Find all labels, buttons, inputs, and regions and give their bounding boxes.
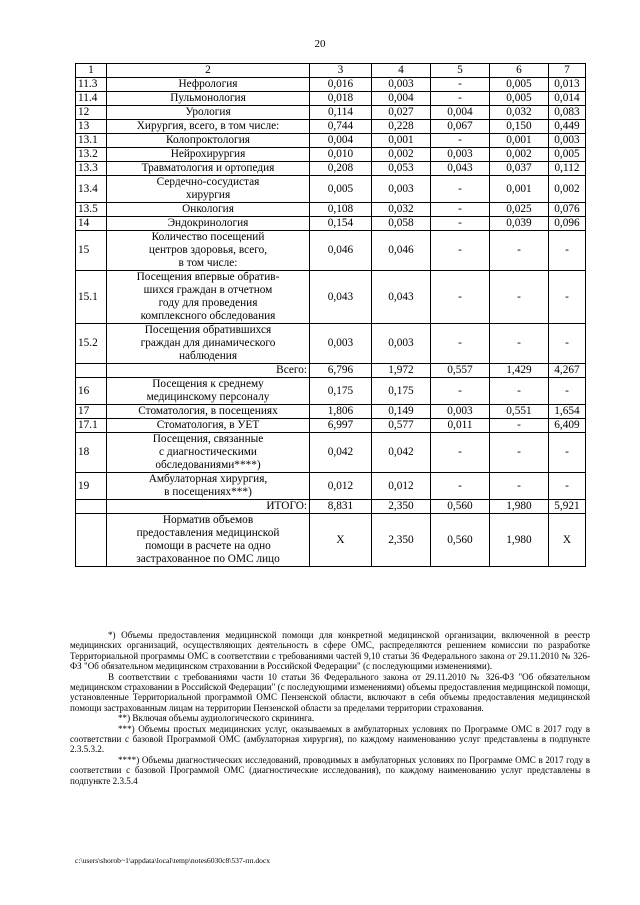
row-name-line: помощи в расчете на одно bbox=[145, 540, 271, 552]
value-cell: 0,012 bbox=[372, 473, 431, 500]
value-cell: 0,016 bbox=[310, 78, 372, 92]
row-name-line: Стоматология, в посещениях bbox=[138, 405, 278, 417]
value-cell: - bbox=[549, 231, 586, 271]
row-name-line: застрахованное по ОМС лицо bbox=[136, 553, 280, 565]
row-name-line: году для проведения bbox=[158, 297, 258, 309]
row-name bbox=[107, 514, 310, 567]
value-cell: - bbox=[431, 378, 490, 405]
value-cell: 0,046 bbox=[310, 231, 372, 271]
value-cell: 0,001 bbox=[490, 134, 549, 148]
table-row bbox=[76, 433, 586, 473]
header-cell: 3 bbox=[310, 64, 372, 78]
value-cell: 6,409 bbox=[549, 419, 586, 433]
row-name-line: Нефрология bbox=[178, 78, 238, 90]
value-cell: 0,208 bbox=[310, 162, 372, 176]
header-cell: 2 bbox=[107, 64, 310, 78]
row-number: 17 bbox=[76, 405, 107, 419]
value-cell: 0,108 bbox=[310, 203, 372, 217]
value-cell: 0,001 bbox=[490, 176, 549, 203]
table-row bbox=[76, 120, 586, 134]
row-name-line: предоставления медицинской bbox=[136, 527, 280, 539]
table-row bbox=[76, 217, 586, 231]
value-cell: - bbox=[431, 433, 490, 473]
value-cell: 0,002 bbox=[372, 148, 431, 162]
value-cell: 0,449 bbox=[549, 120, 586, 134]
row-name-line: Посещения к среднему bbox=[152, 378, 264, 390]
value-cell: - bbox=[549, 324, 586, 364]
value-cell: 1,429 bbox=[490, 364, 549, 378]
row-number: 11.4 bbox=[76, 92, 107, 106]
value-cell: - bbox=[490, 231, 549, 271]
value-cell: 5,921 bbox=[549, 500, 586, 514]
value-cell: - bbox=[431, 271, 490, 324]
header-cell: 4 bbox=[372, 64, 431, 78]
row-name bbox=[107, 324, 310, 364]
value-cell: 0,003 bbox=[372, 78, 431, 92]
row-name-line: ИТОГО: bbox=[266, 500, 307, 512]
header-cell: 5 bbox=[431, 64, 490, 78]
header-cell: 6 bbox=[490, 64, 549, 78]
value-cell: - bbox=[490, 473, 549, 500]
row-number: 14 bbox=[76, 217, 107, 231]
row-number: 18 bbox=[76, 433, 107, 473]
row-name-line: Пульмонология bbox=[170, 92, 246, 104]
row-number: 13.1 bbox=[76, 134, 107, 148]
row-name bbox=[107, 106, 310, 120]
value-cell: 0,027 bbox=[372, 106, 431, 120]
row-name bbox=[107, 378, 310, 405]
value-cell: 0,042 bbox=[310, 433, 372, 473]
value-cell: 0,003 bbox=[431, 148, 490, 162]
value-cell: 0,577 bbox=[372, 419, 431, 433]
value-cell: 4,267 bbox=[549, 364, 586, 378]
row-name bbox=[107, 419, 310, 433]
row-number: 15.1 bbox=[76, 271, 107, 324]
header-cell: 1 bbox=[76, 64, 107, 78]
row-number: 12 bbox=[76, 106, 107, 120]
value-cell: 0,005 bbox=[549, 148, 586, 162]
row-name-line: Стоматология, в УЕТ bbox=[156, 419, 260, 431]
row-number: 13.3 bbox=[76, 162, 107, 176]
value-cell: 2,350 bbox=[372, 514, 431, 567]
row-name-line: Посещения впервые обратив- bbox=[136, 271, 280, 283]
value-cell: 0,004 bbox=[431, 106, 490, 120]
row-name-line: Хирургия, всего, в том числе: bbox=[136, 120, 280, 132]
row-name-line: Всего: bbox=[276, 364, 307, 376]
value-cell: 0,005 bbox=[490, 78, 549, 92]
row-name bbox=[107, 162, 310, 176]
row-number: 17.1 bbox=[76, 419, 107, 433]
file-path: c:\users\shorob~1\appdata\local\temp\notes6030c8\537-пп.docx bbox=[75, 856, 271, 865]
row-name-line: наблюдения bbox=[178, 350, 238, 362]
row-name-line: центров здоровья, всего, bbox=[148, 244, 268, 256]
row-name-line: Сердечно-сосудистая bbox=[156, 176, 260, 188]
row-name bbox=[107, 271, 310, 324]
value-cell: - bbox=[431, 134, 490, 148]
value-cell: 0,076 bbox=[549, 203, 586, 217]
value-cell: 0,011 bbox=[431, 419, 490, 433]
value-cell: 6,796 bbox=[310, 364, 372, 378]
table-row bbox=[76, 106, 586, 120]
value-cell: - bbox=[490, 324, 549, 364]
value-cell: - bbox=[431, 92, 490, 106]
row-name-line: обследованиями****) bbox=[155, 459, 261, 471]
value-cell: - bbox=[549, 473, 586, 500]
value-cell: 1,972 bbox=[372, 364, 431, 378]
row-number: 13.5 bbox=[76, 203, 107, 217]
footnote: **) Включая объемы аудиологического скрининга. bbox=[118, 713, 315, 724]
row-number: 13.2 bbox=[76, 148, 107, 162]
row-number: 19 bbox=[76, 473, 107, 500]
value-cell: - bbox=[431, 473, 490, 500]
value-cell: 1,980 bbox=[490, 514, 549, 567]
row-name bbox=[107, 120, 310, 134]
row-name-line: комплексного обследования bbox=[140, 310, 276, 322]
value-cell: 0,557 bbox=[431, 364, 490, 378]
value-cell: 0,175 bbox=[372, 378, 431, 405]
value-cell: - bbox=[490, 419, 549, 433]
row-number: 13 bbox=[76, 120, 107, 134]
table-row bbox=[76, 231, 586, 271]
value-cell: 0,551 bbox=[490, 405, 549, 419]
row-name-line: Травматология и ортопедия bbox=[141, 162, 275, 174]
row-name bbox=[107, 148, 310, 162]
row-number: 15 bbox=[76, 231, 107, 271]
table-row bbox=[76, 176, 586, 203]
table-row bbox=[76, 162, 586, 176]
row-name bbox=[107, 433, 310, 473]
row-name bbox=[107, 92, 310, 106]
row-name bbox=[107, 364, 310, 378]
row-name bbox=[107, 473, 310, 500]
value-cell: 0,154 bbox=[310, 217, 372, 231]
row-name-line: Посещения, связанные bbox=[152, 433, 264, 445]
value-cell: 0,046 bbox=[372, 231, 431, 271]
value-cell: - bbox=[431, 217, 490, 231]
row-name-line: Эндокринология bbox=[167, 217, 249, 229]
row-name bbox=[107, 78, 310, 92]
volumes-table bbox=[75, 63, 586, 567]
value-cell: 0,010 bbox=[310, 148, 372, 162]
row-name-line: Амбулаторная хирургия, bbox=[148, 473, 268, 485]
value-cell: 0,560 bbox=[431, 514, 490, 567]
value-cell: X bbox=[549, 514, 586, 567]
value-cell: 0,037 bbox=[490, 162, 549, 176]
value-cell: 0,004 bbox=[310, 134, 372, 148]
value-cell: 2,350 bbox=[372, 500, 431, 514]
footnote: *) Объемы предоставления медицинской помощи для конкретной медицинской организации, включенной в реестр медицинских организаций, осуществляющих деятельность в сфере ОМС, распределяются решением комиссии по разработке Территориальной программы ОМС в соответствии с требованиями частей 9,10 статьи 36 Федерального закона от 29.11.2010 № 326-ФЗ "Об обязательном медицинском страховании в Российской Федерации" (с последующими изменениями). bbox=[70, 630, 590, 672]
value-cell: 1,806 bbox=[310, 405, 372, 419]
value-cell: 6,997 bbox=[310, 419, 372, 433]
value-cell: 0,053 bbox=[372, 162, 431, 176]
row-name bbox=[107, 134, 310, 148]
table-row bbox=[76, 419, 586, 433]
value-cell: 0,744 bbox=[310, 120, 372, 134]
row-number bbox=[76, 364, 107, 378]
value-cell: 0,032 bbox=[490, 106, 549, 120]
value-cell: 0,043 bbox=[431, 162, 490, 176]
value-cell: 0,001 bbox=[372, 134, 431, 148]
row-number: 15.2 bbox=[76, 324, 107, 364]
row-name-line: с диагностическими bbox=[159, 446, 257, 458]
value-cell: 0,025 bbox=[490, 203, 549, 217]
value-cell: - bbox=[490, 378, 549, 405]
table-row bbox=[76, 324, 586, 364]
value-cell: - bbox=[431, 78, 490, 92]
value-cell: 0,039 bbox=[490, 217, 549, 231]
row-name-line: Онкология bbox=[182, 203, 234, 215]
value-cell: 0,150 bbox=[490, 120, 549, 134]
row-name bbox=[107, 217, 310, 231]
value-cell: - bbox=[431, 324, 490, 364]
footnote: ***) Объемы простых медицинских услуг, оказываемых в амбулаторных условиях по Программе ОМС в 2017 году в соответствии с базовой Программой ОМС (амбулаторная хирургия), по каждому наименованию услуг представлены в подпункте 2.3.5.3.2. bbox=[70, 723, 590, 755]
value-cell: 0,003 bbox=[310, 324, 372, 364]
value-cell: 0,014 bbox=[549, 92, 586, 106]
value-cell: 0,002 bbox=[549, 176, 586, 203]
table-header-row bbox=[76, 64, 586, 78]
footnote: ****) Объемы диагностических исследований, проводимых в амбулаторных условиях по Программе ОМС в 2017 году в соответствии с базовой Программой ОМС (диагностические исследования), по каждому наименованию услуг представлены в подпункте 2.3.5.4 bbox=[70, 754, 590, 786]
row-name-line: в том числе: bbox=[178, 257, 238, 269]
value-cell: - bbox=[431, 231, 490, 271]
row-name bbox=[107, 405, 310, 419]
header-cell: 7 bbox=[549, 64, 586, 78]
value-cell: 0,114 bbox=[310, 106, 372, 120]
value-cell: 0,003 bbox=[372, 176, 431, 203]
value-cell: 0,043 bbox=[372, 271, 431, 324]
value-cell: - bbox=[549, 271, 586, 324]
row-number: 13.4 bbox=[76, 176, 107, 203]
value-cell: 0,032 bbox=[372, 203, 431, 217]
row-name-line: хирургия bbox=[185, 189, 231, 201]
table-row bbox=[76, 405, 586, 419]
value-cell: 0,112 bbox=[549, 162, 586, 176]
value-cell: - bbox=[431, 176, 490, 203]
table-row bbox=[76, 500, 586, 514]
page-number: 20 bbox=[314, 38, 326, 50]
row-name-line: медицинскому персоналу bbox=[146, 391, 270, 403]
row-name-line: шихся граждан в отчетном bbox=[143, 284, 273, 296]
value-cell: 0,175 bbox=[310, 378, 372, 405]
value-cell: 1,654 bbox=[549, 405, 586, 419]
row-number bbox=[76, 514, 107, 567]
value-cell: 0,005 bbox=[310, 176, 372, 203]
row-name bbox=[107, 176, 310, 203]
value-cell: 0,096 bbox=[549, 217, 586, 231]
value-cell: - bbox=[490, 433, 549, 473]
table-row bbox=[76, 271, 586, 324]
table-row bbox=[76, 92, 586, 106]
value-cell: 0,058 bbox=[372, 217, 431, 231]
row-name-line: Норматив объемов bbox=[162, 514, 254, 526]
value-cell: 0,013 bbox=[549, 78, 586, 92]
value-cell: 0,003 bbox=[549, 134, 586, 148]
value-cell: 0,002 bbox=[490, 148, 549, 162]
value-cell: 0,012 bbox=[310, 473, 372, 500]
table-row bbox=[76, 378, 586, 405]
value-cell: - bbox=[549, 378, 586, 405]
footnotes bbox=[70, 630, 590, 786]
value-cell: 0,560 bbox=[431, 500, 490, 514]
footnote: В соответствии с требованиями части 10 статьи 36 Федерального закона от 29.11.2010 № 326-ФЗ "Об обязательном медицинском страховании в Российской Федерации" (с последующими изменениями) объемы предоставления медицинской помощи, установленные Территориальной программой ОМС Пензенской области, включают в себя объемы предоставления медицинской помощи застрахованным лицам на территории Пензенской области за пределами территории страхования. bbox=[70, 671, 590, 713]
value-cell: 0,228 bbox=[372, 120, 431, 134]
value-cell: - bbox=[490, 271, 549, 324]
row-name-line: Посещения обратившихся bbox=[144, 324, 272, 336]
row-name-line: Нейрохирургия bbox=[170, 148, 246, 160]
value-cell: 0,067 bbox=[431, 120, 490, 134]
row-name-line: Урология bbox=[185, 106, 231, 118]
table-row bbox=[76, 148, 586, 162]
table-row bbox=[76, 78, 586, 92]
value-cell: 0,003 bbox=[372, 324, 431, 364]
value-cell: 0,003 bbox=[431, 405, 490, 419]
row-name bbox=[107, 231, 310, 271]
row-name-line: граждан для динамического bbox=[140, 337, 276, 349]
row-number: 11.3 bbox=[76, 78, 107, 92]
value-cell: - bbox=[549, 433, 586, 473]
table-row bbox=[76, 134, 586, 148]
row-name-line: Количество посещений bbox=[151, 231, 265, 243]
row-name bbox=[107, 500, 310, 514]
value-cell: 0,018 bbox=[310, 92, 372, 106]
value-cell: 1,980 bbox=[490, 500, 549, 514]
value-cell: 0,005 bbox=[490, 92, 549, 106]
value-cell: 0,004 bbox=[372, 92, 431, 106]
value-cell: 8,831 bbox=[310, 500, 372, 514]
row-name bbox=[107, 203, 310, 217]
table-row bbox=[76, 364, 586, 378]
value-cell: 0,042 bbox=[372, 433, 431, 473]
row-name-line: Колопроктология bbox=[166, 134, 250, 146]
value-cell: 0,149 bbox=[372, 405, 431, 419]
row-number bbox=[76, 500, 107, 514]
table-row bbox=[76, 514, 586, 567]
table-row bbox=[76, 473, 586, 500]
table-row bbox=[76, 203, 586, 217]
value-cell: 0,083 bbox=[549, 106, 586, 120]
value-cell: - bbox=[431, 203, 490, 217]
row-number: 16 bbox=[76, 378, 107, 405]
value-cell: 0,043 bbox=[310, 271, 372, 324]
row-name-line: в посещениях***) bbox=[164, 486, 252, 498]
value-cell: X bbox=[310, 514, 372, 567]
